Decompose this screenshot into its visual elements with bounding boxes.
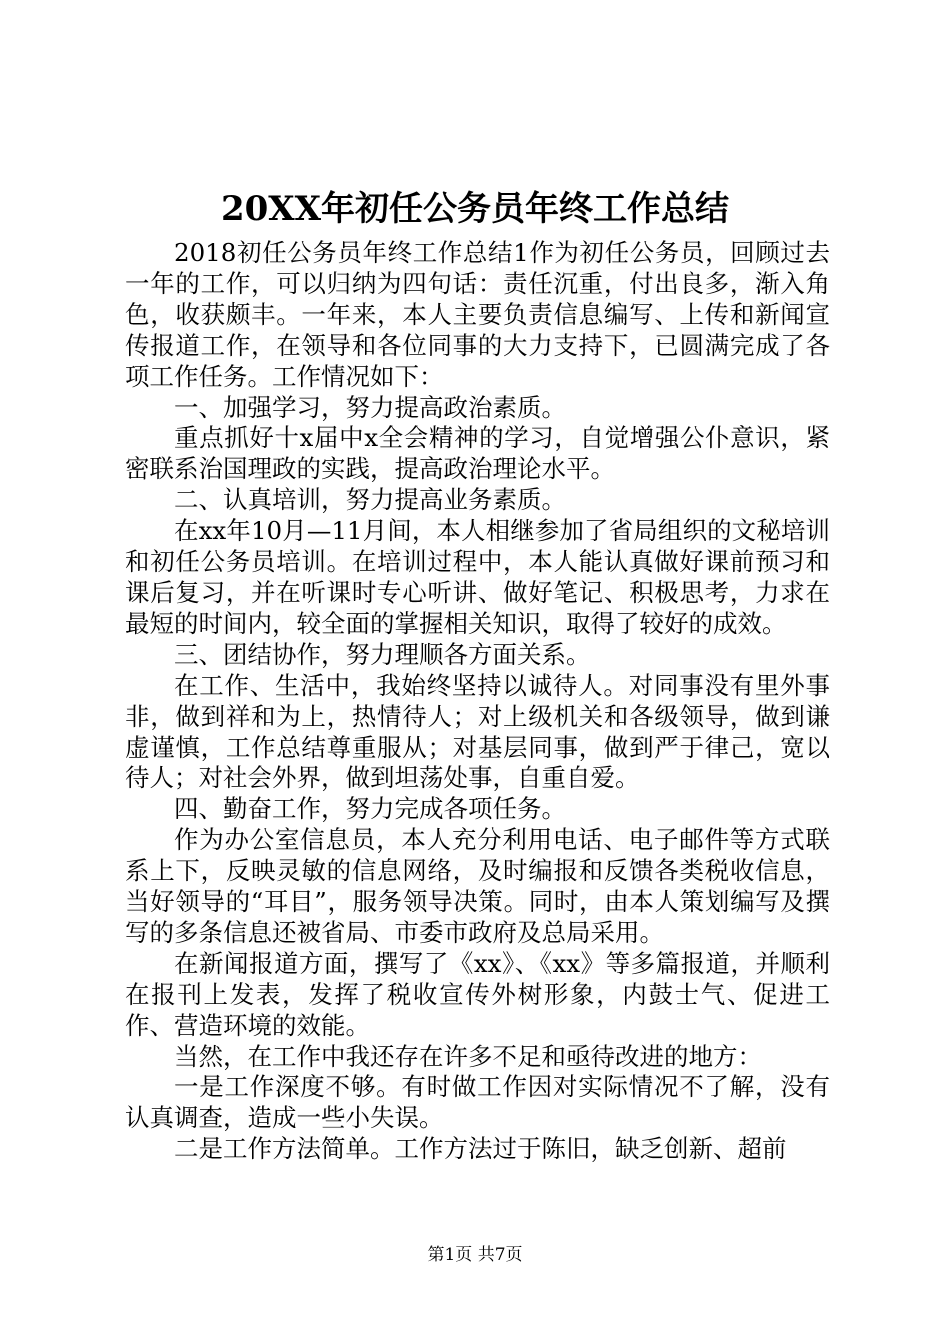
paragraph: 二是工作方法简单。工作方法过于陈旧，缺乏创新、超前 [174, 1134, 787, 1164]
section-heading-3: 三、团结协作，努力理顺各方面关系。 [174, 639, 591, 669]
paragraph: 一是工作深度不够。有时做工作因对实际情况不了解，没有认真调查，造成一些小失误。 [125, 1072, 830, 1133]
section-heading-1: 一、加强学习，努力提高政治素质。 [174, 392, 566, 422]
paragraph: 当然，在工作中我还存在许多不足和亟待改进的地方： [174, 1041, 762, 1071]
paragraph: 在xx年10月—11月间，本人相继参加了省局组织的文秘培训和初任公务员培训。在培训过程中，本人能认真做好课前预习和课后复习，并在听课时专心听讲、做好笔记、积极思考，力求在最短的时间内，较全面的掌握相关知识，取得了较好的成效。 [125, 516, 830, 638]
page-indicator: 第1页 共7页 [427, 1245, 523, 1265]
paragraph-intro: 2018初任公务员年终工作总结1作为初任公务员，回顾过去一年的工作，可以归纳为四句话：责任沉重，付出良多，渐入角色，收获颇丰。一年来，本人主要负责信息编写、上传和新闻宣传报道工作，在领导和各位同事的大力支持下，已圆满完成了各项工作任务。工作情况如下： [125, 238, 830, 391]
paragraph: 在工作、生活中，我始终坚持以诚待人。对同事没有里外事非，做到祥和为上，热情待人；对上级机关和各级领导，做到谦虚谨慎，工作总结尊重服从；对基层同事，做到严于律己，宽以待人；对社会外界，做到坦荡处事，自重自爱。 [125, 670, 830, 793]
section-heading-4: 四、勤奋工作，努力完成各项任务。 [174, 794, 566, 824]
paragraph: 重点抓好十x届中x全会精神的学习，自觉增强公仆意识，紧密联系治国理政的实践，提高政治理论水平。 [125, 423, 830, 484]
paragraph: 作为办公室信息员，本人充分利用电话、电子邮件等方式联系上下，反映灵敏的信息网络，及时编报和反馈各类税收信息，当好领导的“耳目”，服务领导决策。同时，由本人策划编写及撰写的多条信息还被省局、市委市政府及总局采用。 [125, 825, 830, 947]
document-body [125, 238, 830, 1165]
document-title: 20XX年初任公务员年终工作总结 [220, 189, 730, 229]
paragraph: 在新闻报道方面，撰写了《xx》、《xx》等多篇报道，并顺利在报刊上发表，发挥了税收宣传外树形象，内鼓士气、促进工作、营造环境的效能。 [125, 948, 830, 1040]
section-heading-2: 二、认真培训，努力提高业务素质。 [174, 485, 566, 515]
